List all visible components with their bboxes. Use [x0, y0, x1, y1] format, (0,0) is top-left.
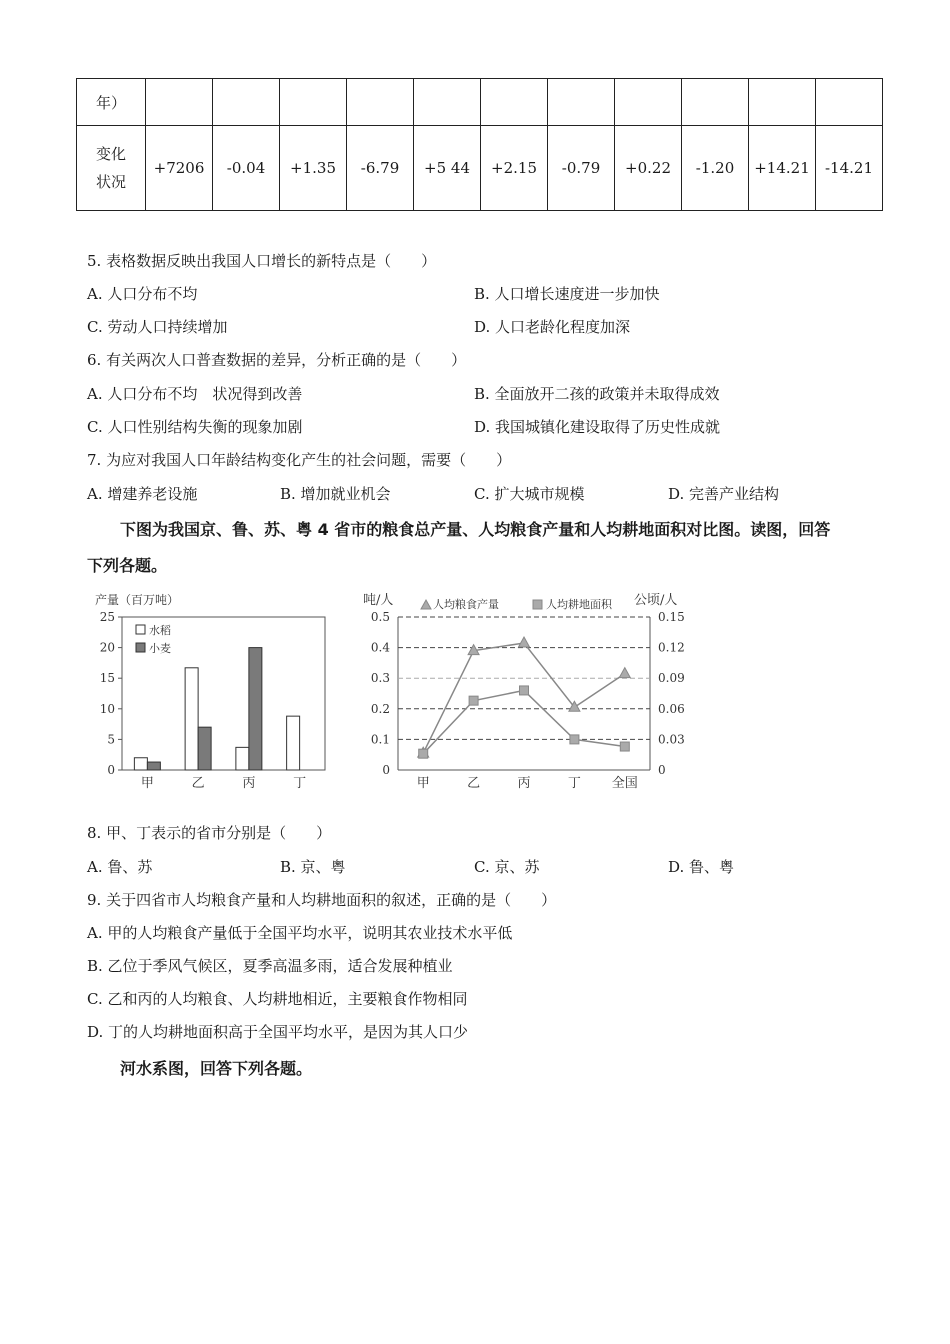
- land-point: [419, 749, 428, 758]
- bar-rice: [185, 668, 198, 770]
- table-cell: -14.21: [816, 126, 883, 211]
- q7-option-c: C. 扩大城市规模: [474, 485, 585, 503]
- q8-option-a: A. 鲁、苏: [87, 858, 153, 876]
- series-line-grain: [423, 643, 625, 753]
- table-row: [77, 79, 883, 126]
- line-ylabel-left: 吨/人: [363, 593, 394, 608]
- line-xtick-label: 甲: [416, 776, 430, 791]
- line-ytick-left: 0.5: [370, 610, 390, 624]
- q8-option-b: B. 京、粤: [280, 858, 346, 876]
- line-ytick-right: 0.09: [658, 671, 685, 686]
- row-label-change: 变化状况: [95, 145, 126, 191]
- q9-option-d: D. 丁的人均耕地面积高于全国平均水平，是因为其人口少: [87, 1023, 469, 1041]
- figure-intro-line-2: 下列各题。: [87, 556, 168, 575]
- table-cell: +7206: [146, 126, 213, 211]
- line-ytick-left: 0.3: [370, 671, 390, 686]
- legend-marker-land: [533, 600, 542, 609]
- question-6-stem: 6. 有关两次人口普查数据的差异，分析正确的是（ ）: [87, 351, 467, 369]
- table-cell: +1.35: [280, 126, 347, 211]
- q5-option-b: B. 人口增长速度进一步加快: [474, 285, 660, 303]
- line-ytick-right: 0.03: [658, 732, 685, 747]
- line-ytick-left: 0.2: [370, 701, 390, 716]
- line-ytick-right: 0: [658, 763, 666, 777]
- q9-option-c: C. 乙和丙的人均粮食、人均耕地相近，主要粮食作物相同: [87, 990, 468, 1008]
- q5-option-a: A. 人口分布不均: [87, 285, 198, 303]
- row-label-year: 年）: [77, 79, 146, 126]
- legend-swatch-rice: [136, 625, 145, 634]
- legend-marker-grain: [421, 600, 431, 609]
- next-section-intro: 河水系图，回答下列各题。: [120, 1059, 313, 1078]
- bar-xtick-label: 丙: [242, 776, 256, 791]
- line-ytick-right: 0.15: [658, 610, 685, 624]
- question-7-stem: 7. 为应对我国人口年龄结构变化产生的社会问题，需要（ ）: [87, 451, 512, 469]
- line-ytick-left: 0.4: [370, 640, 390, 655]
- line-ylabel-right: 公顷/人: [634, 593, 678, 608]
- per-capita-line-chart: [350, 588, 695, 798]
- table-cell: +2.15: [481, 126, 548, 211]
- land-point: [469, 696, 478, 705]
- bar-rice: [287, 716, 300, 770]
- question-9-stem: 9. 关于四省市人均粮食产量和人均耕地面积的叙述，正确的是（ ）: [87, 891, 557, 909]
- bar-ytick-label: 25: [99, 610, 115, 624]
- table-cell: -0.04: [213, 126, 280, 211]
- bar-ylabel: 产量（百万吨）: [95, 593, 180, 607]
- bar-ytick-label: 0: [107, 763, 115, 777]
- q9-option-a: A. 甲的人均粮食产量低于全国平均水平，说明其农业技术水平低: [87, 924, 513, 942]
- line-xtick-label: 丁: [567, 776, 581, 791]
- figure-intro-line-1: 下图为我国京、鲁、苏、粤 4 省市的粮食总产量、人均粮食产量和人均耕地面积对比图。读图，回答: [120, 520, 831, 539]
- q8-option-c: C. 京、苏: [474, 858, 540, 876]
- line-ytick-left: 0.1: [370, 732, 390, 747]
- bar-xtick-label: 丁: [293, 776, 307, 791]
- land-point: [520, 686, 529, 695]
- table-row: [77, 126, 883, 211]
- legend-label-grain: 人均粮食产量: [433, 598, 499, 611]
- bar-ytick-label: 15: [99, 671, 115, 686]
- grain-point: [519, 637, 530, 647]
- land-point: [620, 742, 629, 751]
- q7-option-a: A. 增建养老设施: [87, 485, 198, 503]
- bar-wheat: [147, 762, 160, 770]
- q5-option-c: C. 劳动人口持续增加: [87, 318, 228, 336]
- table-cell: -1.20: [682, 126, 749, 211]
- question-5-stem: 5. 表格数据反映出我国人口增长的新特点是（ ）: [87, 252, 437, 270]
- legend-swatch-wheat: [136, 643, 145, 652]
- question-8-stem: 8. 甲、丁表示的省市分别是（ ）: [87, 824, 332, 842]
- grain-output-bar-chart: [85, 588, 345, 798]
- bar-xtick-label: 乙: [191, 776, 205, 791]
- q5-option-d: D. 人口老龄化程度加深: [474, 318, 631, 336]
- line-ytick-left: 0: [382, 763, 390, 777]
- q9-option-b: B. 乙位于季风气候区，夏季高温多雨，适合发展种植业: [87, 957, 453, 975]
- q8-option-d: D. 鲁、粤: [668, 858, 735, 876]
- table-cell: -6.79: [347, 126, 414, 211]
- q6-option-c: C. 人口性别结构失衡的现象加剧: [87, 418, 303, 436]
- legend-label-land: 人均耕地面积: [546, 598, 612, 611]
- line-xtick-label: 丙: [517, 776, 531, 791]
- table-cell: -0.79: [548, 126, 615, 211]
- bar-wheat: [249, 648, 262, 770]
- table-cell: +5 44: [414, 126, 481, 211]
- series-line-land: [423, 690, 625, 753]
- bar-rice: [236, 747, 249, 770]
- bar-legend: [136, 623, 171, 655]
- grain-point: [619, 668, 630, 678]
- q7-option-b: B. 增加就业机会: [280, 485, 391, 503]
- q7-option-d: D. 完善产业结构: [668, 485, 780, 503]
- bar-ytick-label: 10: [99, 701, 115, 716]
- q6-option-b: B. 全面放开二孩的政策并未取得成效: [474, 385, 720, 403]
- bar-xtick-label: 甲: [140, 776, 154, 791]
- line-xtick-label: 乙: [467, 776, 481, 791]
- bar-rice: [134, 758, 147, 770]
- legend-label-rice: 水稻: [149, 624, 171, 637]
- population-change-table: [76, 78, 883, 211]
- line-legend: [421, 597, 613, 611]
- line-xtick-label: 全国: [611, 776, 638, 791]
- table-cell: +0.22: [615, 126, 682, 211]
- line-ytick-right: 0.06: [658, 701, 685, 716]
- bar-ytick-label: 5: [107, 732, 115, 747]
- bar-ytick-label: 20: [99, 640, 115, 655]
- land-point: [570, 735, 579, 744]
- legend-label-wheat: 小麦: [149, 642, 171, 655]
- q6-option-a: A. 人口分布不均 状况得到改善: [87, 385, 303, 403]
- bar-wheat: [198, 727, 211, 770]
- line-ytick-right: 0.12: [658, 640, 685, 655]
- table-cell: +14.21: [749, 126, 816, 211]
- q6-option-d: D. 我国城镇化建设取得了历史性成就: [474, 418, 721, 436]
